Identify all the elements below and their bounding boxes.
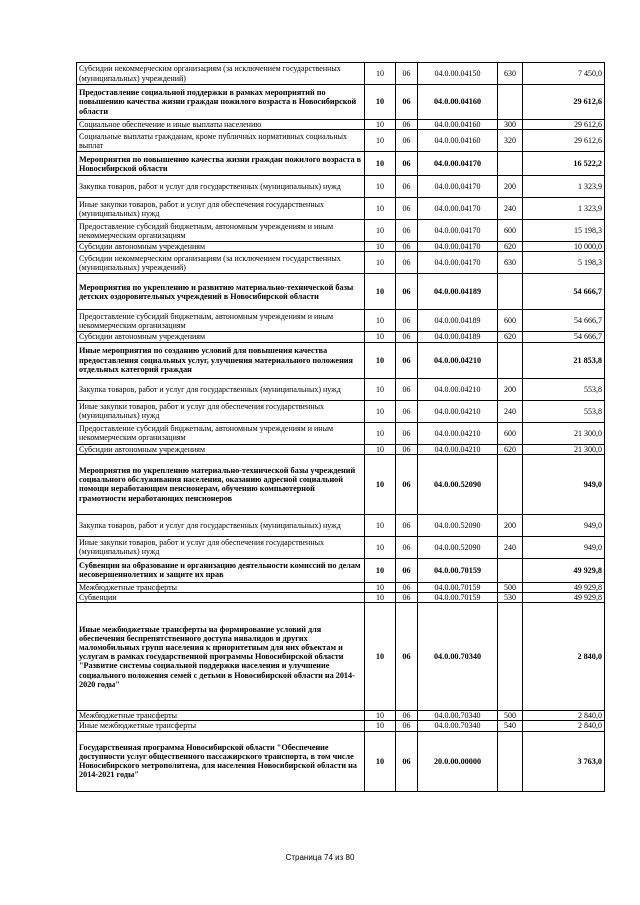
amount-cell: 7 450,0 [523,63,605,85]
table-row [77,514,605,536]
table-row [77,603,605,711]
expense-name-cell: Иные межбюджетные трансферты [77,721,365,731]
subsection-code-cell: 06 [396,558,418,582]
table-row [77,220,605,242]
expense-name-cell: Закупка товаров, работ и услуг для государственных (муниципальных) нужд [77,514,365,536]
section-code-cell: 10 [365,454,396,514]
subsection-code-cell: 06 [396,220,418,242]
table-row [77,711,605,721]
amount-cell: 553,8 [523,378,605,400]
subsection-code-cell: 06 [396,310,418,332]
expense-type-code-cell: 620 [498,444,523,454]
subsection-code-cell: 06 [396,120,418,130]
expense-type-code-cell: 540 [498,721,523,731]
table-row [77,558,605,582]
table-row [77,582,605,592]
expense-type-code-cell: 240 [498,400,523,422]
section-code-cell: 10 [365,85,396,120]
section-code-cell: 10 [365,63,396,85]
expense-name-cell: Иные закупки товаров, работ и услуг для обеспечения государственных (муниципальных) нужд [77,400,365,422]
table-row [77,378,605,400]
table-row [77,242,605,252]
subsection-code-cell: 06 [396,242,418,252]
section-code-cell: 10 [365,593,396,603]
amount-cell: 949,0 [523,536,605,558]
target-item-code-cell: 04.0.00.04170 [418,152,498,176]
amount-cell: 5 198,3 [523,252,605,274]
subsection-code-cell: 06 [396,454,418,514]
section-code-cell: 10 [365,152,396,176]
target-item-code-cell: 04.0.00.04210 [418,378,498,400]
expense-type-code-cell: 500 [498,582,523,592]
table-row [77,731,605,791]
target-item-code-cell: 04.0.00.70159 [418,558,498,582]
amount-cell: 29 612,6 [523,85,605,120]
expense-name-cell: Предоставление субсидий бюджетным, автономным учреждениям и иным некоммерческим организациям [77,220,365,242]
expense-type-code-cell: 600 [498,220,523,242]
section-code-cell: 10 [365,711,396,721]
subsection-code-cell: 06 [396,342,418,378]
subsection-code-cell: 06 [396,731,418,791]
expense-type-code-cell: 620 [498,242,523,252]
expense-name-cell: Межбюджетные трансферты [77,711,365,721]
subsection-code-cell: 06 [396,711,418,721]
table-row [77,721,605,731]
subsection-code-cell: 06 [396,198,418,220]
target-item-code-cell: 20.0.00.00000 [418,731,498,791]
amount-cell: 2 840,0 [523,721,605,731]
target-item-code-cell: 04.0.00.04210 [418,342,498,378]
target-item-code-cell: 04.0.00.70340 [418,603,498,711]
target-item-code-cell: 04.0.00.70159 [418,593,498,603]
expense-name-cell: Иные мероприятия по созданию условий для повышения качества предоставления социальных услуг, улучшения материального положения отдельных категорий граждан [77,342,365,378]
expense-name-cell: Социальное обеспечение и иные выплаты населению [77,120,365,130]
amount-cell: 21 300,0 [523,422,605,444]
expense-name-cell: Межбюджетные трансферты [77,582,365,592]
expense-type-code-cell: 240 [498,198,523,220]
table-row [77,152,605,176]
target-item-code-cell: 04.0.00.52090 [418,536,498,558]
expense-type-code-cell: 200 [498,514,523,536]
subsection-code-cell: 06 [396,85,418,120]
expense-name-cell: Субсидии некоммерческим организациям (за исключением государственных (муниципальных) учреждений) [77,252,365,274]
expense-name-cell: Субсидии автономным учреждениям [77,242,365,252]
table-row [77,198,605,220]
target-item-code-cell: 04.0.00.70340 [418,711,498,721]
expense-name-cell: Иные закупки товаров, работ и услуг для обеспечения государственных (муниципальных) нужд [77,536,365,558]
expense-type-code-cell [498,342,523,378]
section-code-cell: 10 [365,198,396,220]
section-code-cell: 10 [365,422,396,444]
amount-cell: 16 522,2 [523,152,605,176]
target-item-code-cell: 04.0.00.70340 [418,721,498,731]
subsection-code-cell: 06 [396,400,418,422]
expense-name-cell: Предоставление социальной поддержки в рамках мероприятий по повышению качества жизни граждан пожилого возраста в Новосибирской области [77,85,365,120]
table-row [77,252,605,274]
expense-type-code-cell: 500 [498,711,523,721]
amount-cell: 1 323,9 [523,176,605,198]
expense-name-cell: Мероприятия по повышению качества жизни граждан пожилого возраста в Новосибирской области [77,152,365,176]
amount-cell: 29 612,6 [523,130,605,152]
amount-cell: 54 666,7 [523,274,605,310]
expense-type-code-cell [498,558,523,582]
subsection-code-cell: 06 [396,332,418,342]
expense-type-code-cell: 630 [498,252,523,274]
table-row [77,422,605,444]
table-row [77,342,605,378]
subsection-code-cell: 06 [396,252,418,274]
expense-type-code-cell [498,152,523,176]
expense-name-cell: Мероприятия по укреплению и развитию материально-технической базы детских оздоровительных учреждений в Новосибирской области [77,274,365,310]
expense-name-cell: Иные межбюджетные трансферты на формирование условий для обеспечения беспрепятственного доступа инвалидов и других маломобильных групп населения к приоритетным для них объектам и услугам в рамках государственной программы Новосибирской области "Развитие системы социальной поддержки населения и улучшение социального положения семей с детьми в Новосибирской области на 2014-2020 годы" [77,603,365,711]
target-item-code-cell: 04.0.00.04170 [418,242,498,252]
table-row [77,593,605,603]
expense-name-cell: Субвенции на образование и организацию деятельности комиссий по делам несовершеннолетних и защите их прав [77,558,365,582]
target-item-code-cell: 04.0.00.52090 [418,514,498,536]
table-row [77,130,605,152]
amount-cell: 21 300,0 [523,444,605,454]
table-row [77,120,605,130]
target-item-code-cell: 04.0.00.04170 [418,252,498,274]
subsection-code-cell: 06 [396,422,418,444]
table-row [77,400,605,422]
expense-type-code-cell: 300 [498,120,523,130]
section-code-cell: 10 [365,120,396,130]
expense-type-code-cell: 530 [498,593,523,603]
expense-type-code-cell [498,603,523,711]
expense-name-cell: Субвенции [77,593,365,603]
table-row [77,444,605,454]
target-item-code-cell: 04.0.00.04210 [418,400,498,422]
expense-name-cell: Субсидии автономным учреждениям [77,332,365,342]
table-row [77,536,605,558]
subsection-code-cell: 06 [396,63,418,85]
expense-name-cell: Социальные выплаты гражданам, кроме публичных нормативных социальных выплат [77,130,365,152]
subsection-code-cell: 06 [396,582,418,592]
amount-cell: 2 840,0 [523,603,605,711]
subsection-code-cell: 06 [396,444,418,454]
target-item-code-cell: 04.0.00.04160 [418,130,498,152]
amount-cell: 1 323,9 [523,198,605,220]
subsection-code-cell: 06 [396,603,418,711]
amount-cell: 3 763,0 [523,731,605,791]
amount-cell: 949,0 [523,454,605,514]
subsection-code-cell: 06 [396,593,418,603]
expense-name-cell: Предоставление субсидий бюджетным, автономным учреждениям и иным некоммерческим организациям [77,422,365,444]
section-code-cell: 10 [365,536,396,558]
amount-cell: 29 612,6 [523,120,605,130]
target-item-code-cell: 04.0.00.04160 [418,85,498,120]
subsection-code-cell: 06 [396,514,418,536]
amount-cell: 15 198,3 [523,220,605,242]
expense-type-code-cell [498,731,523,791]
target-item-code-cell: 04.0.00.04189 [418,310,498,332]
amount-cell: 49 929,8 [523,593,605,603]
section-code-cell: 10 [365,603,396,711]
target-item-code-cell: 04.0.00.04189 [418,332,498,342]
table-row [77,310,605,332]
section-code-cell: 10 [365,220,396,242]
section-code-cell: 10 [365,378,396,400]
amount-cell: 54 666,7 [523,332,605,342]
expense-type-code-cell: 320 [498,130,523,152]
section-code-cell: 10 [365,731,396,791]
table-row [77,63,605,85]
subsection-code-cell: 06 [396,378,418,400]
section-code-cell: 10 [365,332,396,342]
budget-table-body [77,63,605,792]
target-item-code-cell: 04.0.00.52090 [418,454,498,514]
section-code-cell: 10 [365,130,396,152]
amount-cell: 49 929,8 [523,582,605,592]
target-item-code-cell: 04.0.00.04160 [418,120,498,130]
amount-cell: 21 853,8 [523,342,605,378]
expense-name-cell: Субсидии автономным учреждениям [77,444,365,454]
section-code-cell: 10 [365,310,396,332]
target-item-code-cell: 04.0.00.70159 [418,582,498,592]
expense-type-code-cell [498,85,523,120]
subsection-code-cell: 06 [396,721,418,731]
target-item-code-cell: 04.0.00.04170 [418,220,498,242]
section-code-cell: 10 [365,721,396,731]
section-code-cell: 10 [365,444,396,454]
target-item-code-cell: 04.0.00.04189 [418,274,498,310]
section-code-cell: 10 [365,342,396,378]
expense-name-cell: Иные закупки товаров, работ и услуг для обеспечения государственных (муниципальных) нужд [77,198,365,220]
expense-name-cell: Субсидии некоммерческим организациям (за исключением государственных (муниципальных) учреждений) [77,63,365,85]
expense-type-code-cell: 620 [498,332,523,342]
target-item-code-cell: 04.0.00.04150 [418,63,498,85]
expense-name-cell: Мероприятия по укреплению материально-технической базы учреждений социального обслуживания населения, оказанию адресной социальной помощи неработающим пенсионерам, обучению компьютерной грамотности неработающих пенсионеров [77,454,365,514]
amount-cell: 10 000,0 [523,242,605,252]
expense-type-code-cell [498,454,523,514]
expense-name-cell: Закупка товаров, работ и услуг для государственных (муниципальных) нужд [77,176,365,198]
section-code-cell: 10 [365,558,396,582]
subsection-code-cell: 06 [396,536,418,558]
amount-cell: 2 840,0 [523,711,605,721]
table-row [77,85,605,120]
amount-cell: 553,8 [523,400,605,422]
subsection-code-cell: 06 [396,274,418,310]
expense-type-code-cell: 630 [498,63,523,85]
expense-type-code-cell: 600 [498,422,523,444]
section-code-cell: 10 [365,176,396,198]
section-code-cell: 10 [365,582,396,592]
target-item-code-cell: 04.0.00.04170 [418,176,498,198]
amount-cell: 49 929,8 [523,558,605,582]
table-row [77,454,605,514]
section-code-cell: 10 [365,400,396,422]
section-code-cell: 10 [365,274,396,310]
expense-name-cell: Закупка товаров, работ и услуг для государственных (муниципальных) нужд [77,378,365,400]
expense-type-code-cell: 600 [498,310,523,332]
expense-name-cell: Предоставление субсидий бюджетным, автономным учреждениям и иным некоммерческим организациям [77,310,365,332]
table-row [77,176,605,198]
subsection-code-cell: 06 [396,130,418,152]
target-item-code-cell: 04.0.00.04170 [418,198,498,220]
section-code-cell: 10 [365,252,396,274]
subsection-code-cell: 06 [396,176,418,198]
amount-cell: 54 666,7 [523,310,605,332]
amount-cell: 949,0 [523,514,605,536]
expense-name-cell: Государственная программа Новосибирской области "Обеспечение доступности услуг общественного пассажирского транспорта, в том числе Новосибирского метрополитена, для населения Новосибирской области на 2014-2021 годы" [77,731,365,791]
target-item-code-cell: 04.0.00.04210 [418,444,498,454]
expense-type-code-cell: 200 [498,176,523,198]
expense-type-code-cell: 240 [498,536,523,558]
expense-type-code-cell [498,274,523,310]
subsection-code-cell: 06 [396,152,418,176]
budget-table [76,62,605,792]
target-item-code-cell: 04.0.00.04210 [418,422,498,444]
table-row [77,274,605,310]
table-row [77,332,605,342]
section-code-cell: 10 [365,242,396,252]
page-footer: Страница 74 из 80 [285,853,355,862]
expense-type-code-cell: 200 [498,378,523,400]
section-code-cell: 10 [365,514,396,536]
